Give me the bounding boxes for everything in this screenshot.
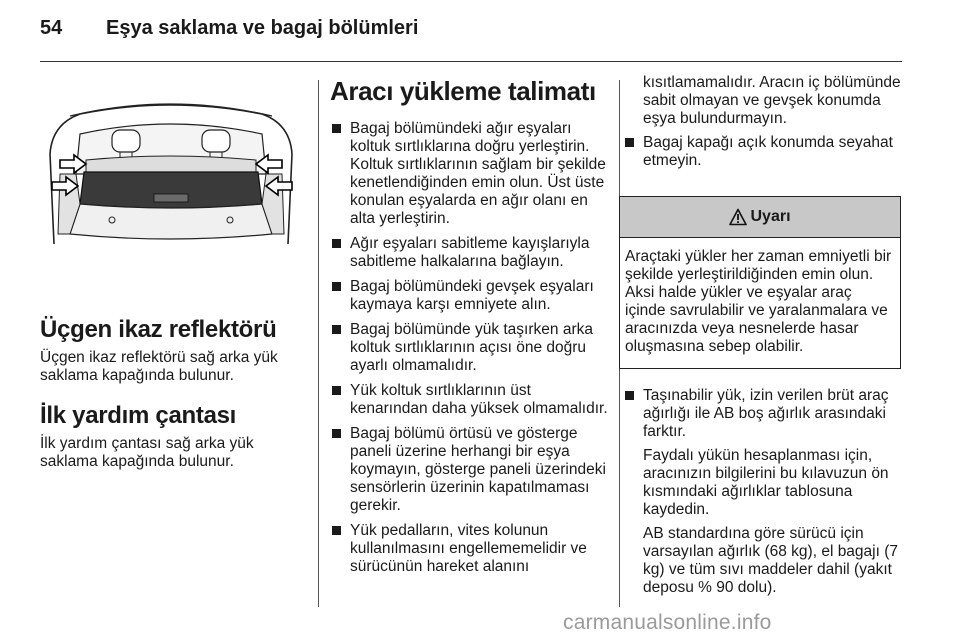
list-item: Yük koltuk sırtlıklarının üst kenarından daha yüksek olmamalıdır. (330, 382, 608, 418)
header-rule (40, 61, 902, 62)
warning-header (620, 197, 900, 238)
paragraph-triangle: Üçgen ikaz reflektörü sağ arka yük saklama kapağında bulunur. (40, 349, 278, 384)
trunk-list (623, 134, 901, 170)
page-number: 54 (40, 17, 63, 39)
list-item: Bagaj bölümünde yük taşırken arka koltuk sırtlıklarının açısı öne doğru ayarlı olmamalıdır. (330, 321, 608, 375)
bullet-icon (332, 325, 341, 334)
bullet-icon (625, 391, 634, 400)
bullet-icon (332, 429, 341, 438)
column-divider-left (318, 80, 319, 607)
warning-text: Araçtaki yükler her zaman emniyetli bir şekilde yerleştirildiğinden emin olun. Aksi halde yükler ve eşyalar araç içinde savrulabilir ve yaralanmalara ve aracınızda veya nesnelerde hasar oluşmasına sebep olabilir. (625, 248, 892, 355)
bullet-icon (625, 138, 634, 147)
warning-triangle-icon (729, 208, 747, 226)
trunk-cover-illustration (40, 94, 302, 250)
right-column-top (623, 74, 901, 177)
paragraph-ab-standard: AB standardına göre sürücü için varsayılan ağırlık (68 kg), el bagajı (7 kg) ve tüm sıvı maddeler dahil (yakıt deposu % 90 dolu). (643, 525, 899, 596)
bullet-icon (332, 282, 341, 291)
list-item: Taşınabilir yük, izin verilen brüt araç ağırlığı ile AB boş ağırlık arasındaki farktır. (623, 387, 901, 441)
section-title-triangle: Üçgen ikaz reflektörü (40, 316, 277, 343)
section-loading (330, 76, 608, 583)
bullet-icon (332, 526, 341, 535)
bullet-icon (332, 239, 341, 248)
bullet-icon (332, 386, 341, 395)
section-first-aid (40, 402, 296, 471)
list-item: Bagaj kapağı açık konumda seyahat etmeyin. (623, 134, 901, 170)
chapter-title: Eşya saklama ve bagaj bölümleri (106, 17, 419, 39)
warning-box (619, 196, 901, 369)
watermark: carmanualsonline.info (563, 611, 772, 634)
warning-title: Uyarı (750, 208, 791, 225)
payload-list (623, 387, 901, 441)
list-item: Yük pedalların, vites kolunun kullanılmasını engellememelidir ve sürücünün hareket alanını (330, 522, 608, 576)
list-item: Bagaj bölümündeki ağır eşyaları koltuk sırtlıklarına doğru yerleştirin. Koltuk sırtlıklarının sağlam bir şekilde kenetlendiğinden emin olun. Üst üste konulan eşyalarda en ağır olanı en alta yerleştirin. (330, 120, 608, 228)
list-item: Bagaj bölümü örtüsü ve gösterge paneli üzerine herhangi bir eşya koymayın, gösterge paneli üzerindeki sensörlerin üzerinin kapatılmaması gerekir. (330, 425, 608, 515)
loading-list (330, 120, 608, 576)
section-title-loading: Aracı yükleme talimatı (330, 76, 596, 106)
list-item: Ağır eşyaları sabitleme kayışlarıyla sabitleme halkalarına bağlayın. (330, 235, 608, 271)
bullet-icon (332, 124, 341, 133)
list-item: Bagaj bölümündeki gevşek eşyaları kaymaya karşı emniyete alın. (330, 278, 608, 314)
section-triangle (40, 316, 296, 385)
continued-paragraph: kısıtlamamalıdır. Aracın iç bölümünde sabit olmayan ve gevşek konumda eşya bulundurmayın. (643, 74, 901, 127)
section-title-first-aid: İlk yardım çantası (40, 402, 237, 429)
right-column-bottom (623, 387, 901, 597)
paragraph-first-aid: İlk yardım çantası sağ arka yük saklama kapağında bulunur. (40, 435, 254, 470)
paragraph-payload-calc: Faydalı yükün hesaplanması için, aracınızın bilgilerini bu kılavuzun ön kısmındaki ağırlıklar tablosuna kaydedin. (643, 447, 889, 518)
